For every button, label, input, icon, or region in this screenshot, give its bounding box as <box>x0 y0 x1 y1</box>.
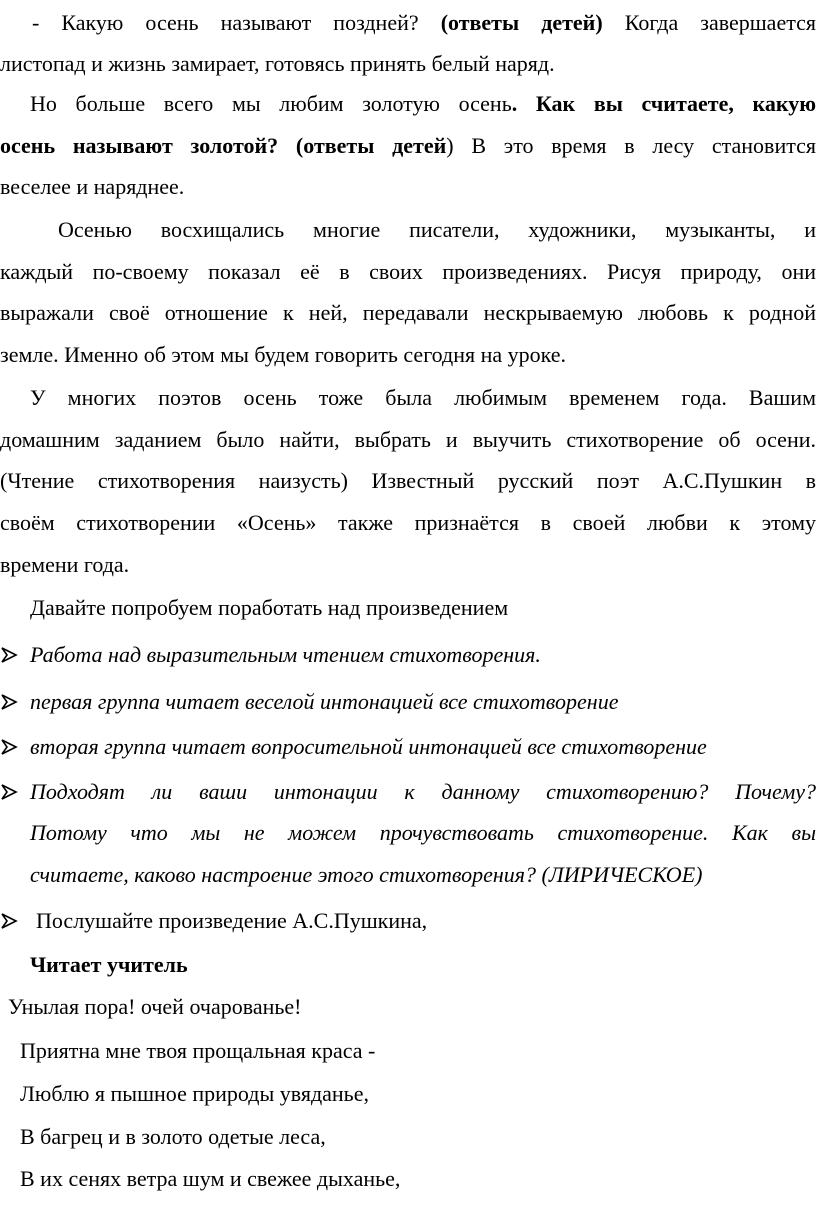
paragraph-1-line-1 <box>0 8 816 38</box>
paragraph-3-line-2: каждый по-своему показал её в своих произведениях. Рисуя природу, они <box>0 259 816 284</box>
paragraph-4-line-5: времени года. <box>0 552 130 577</box>
paragraph-3-line-4: земле. Именно об этом мы будем говорить сегодня на уроке. <box>0 342 567 367</box>
poem-line-2: Приятна мне твоя прощальная краса - <box>20 1038 376 1063</box>
bold-text: . Как вы считаете, какую <box>511 91 816 116</box>
text: ) В это время в лесу становится <box>446 133 816 158</box>
bullet-item-4-line-2: Потому что мы не можем прочувствовать стихотворение. Как вы <box>30 820 816 845</box>
paragraph-4-line-2: домашним заданием было найти, выбрать и выучить стихотворение об осени. <box>0 427 816 452</box>
paragraph-4-line-3: (Чтение стихотворения наизусть) Известный русский поэт А.С.Пушкин в <box>0 468 816 493</box>
paragraph-3-line-1: Осенью восхищались многие писатели, художники, музыканты, и <box>58 217 816 242</box>
bullet-item-4-line-1: Подходят ли ваши интонации к данному стихотворению? Почему? <box>30 779 816 804</box>
text: - Какую осень называют поздней? <box>32 10 441 35</box>
text: Но больше всего мы любим золотую осень <box>30 91 512 116</box>
teacher-reads-heading: Читает учитель <box>30 952 188 977</box>
poem-line-3: Люблю я пышное природы увяданье, <box>20 1081 369 1106</box>
bold-text: осень называют золотой? (ответы детей <box>0 133 447 158</box>
paragraph-5: Давайте попробуем поработать над произведением <box>30 595 509 620</box>
bullet-item-5: Послушайте произведение А.С.Пушкина, <box>36 908 428 933</box>
poem-line-1: Унылая пора! очей очарованье! <box>8 994 302 1019</box>
paragraph-4-line-1: У многих поэтов осень тоже была любимым временем года. Вашим <box>30 385 816 410</box>
bullet-item-3: вторая группа читает вопросительной интонацией все стихотворение <box>30 734 707 759</box>
bullet-item-1: Работа над выразительным чтением стихотворения. <box>30 642 541 667</box>
text: Когда завершается <box>602 10 816 35</box>
paragraph-2-line-1 <box>0 89 816 119</box>
bullet-item-2: первая группа читает веселой интонацией все стихотворение <box>30 689 619 714</box>
paragraph-3-line-3: выражали своё отношение к ней, передавали нескрываемую любовь к родной <box>0 300 816 325</box>
paragraph-2-line-2 <box>0 131 816 161</box>
paragraph-2-line-3: веселее и наряднее. <box>0 174 185 199</box>
poem-line-5: В их сенях ветра шум и свежее дыханье, <box>20 1166 401 1191</box>
paragraph-4-line-4: своём стихотворении «Осень» также признаётся в своей любви к этому <box>0 510 816 535</box>
paragraph-1-line-2: листопад и жизнь замирает, готовясь принять белый наряд. <box>0 51 555 76</box>
poem-line-4: В багрец и в золото одетые леса, <box>20 1124 326 1149</box>
bullet-item-4-line-3: считаете, каково настроение этого стихотворения? (ЛИРИЧЕСКОЕ) <box>30 862 703 887</box>
bold-text: (ответы детей) <box>440 10 603 35</box>
